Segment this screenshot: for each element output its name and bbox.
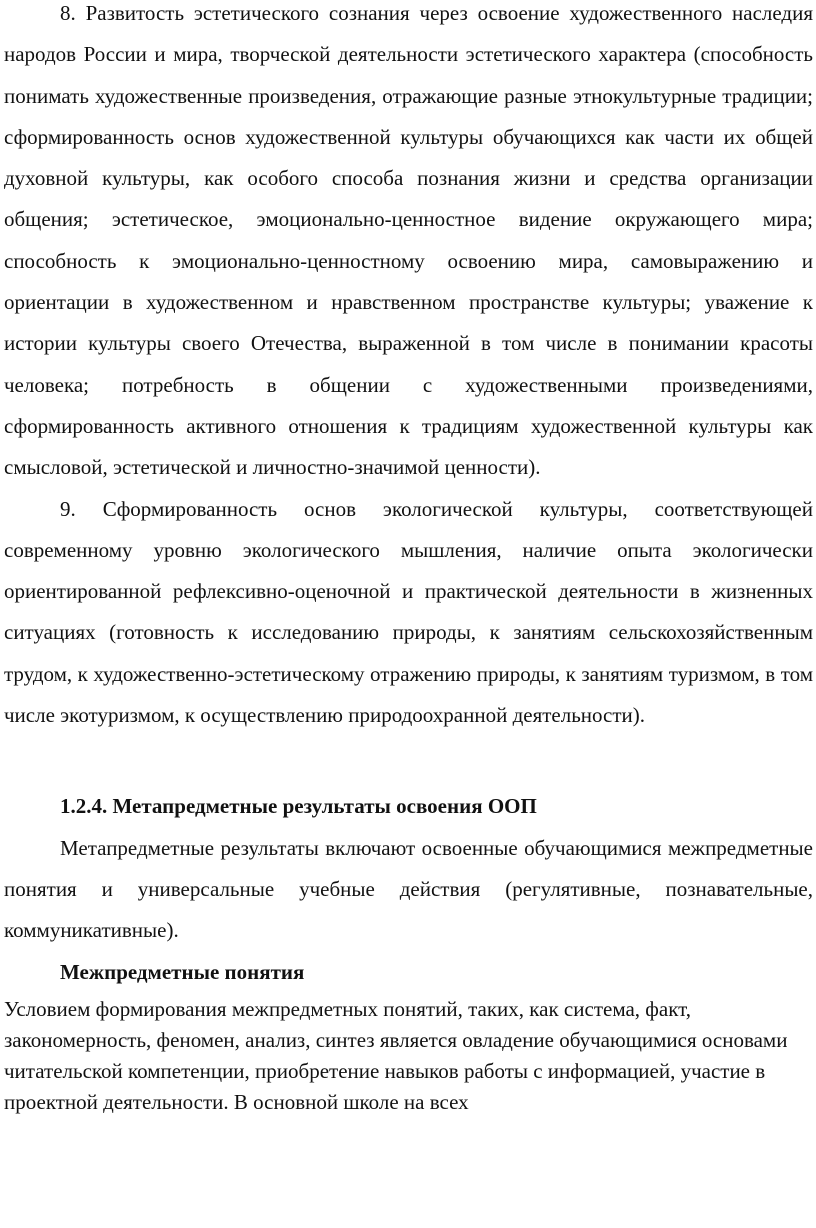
section-heading-metasubject-results: 1.2.4. Метапредметные результаты освоения ООП [60,794,537,819]
paragraph-aesthetic-consciousness: 8. Развитость эстетического сознания через освоение художественного наследия народов России и мира, творческой деятельности эстетического характера (способность понимать художественные произведения, отражающие разные этнокультурные традиции; сформированность основ художественной культуры обучающихся как части их общей духовной культуры, как особого способа познания жизни и средства организации общения; эстетическое, эмоционально-ценностное видение окружающего мира; способность к эмоционально-ценностному освоению мира, самовыражению и ориентации в художественном и нравственном пространстве культуры; уважение к истории культуры своего Отечества, выраженной в том числе в понимании красоты человека; потребность в общении с художественными произведениями, сформированность активного отношения к традициям художественной культуры как смысловой, эстетической и личностно-значимой ценности). [4,1,813,480]
paragraph-metasubject-intro: Метапредметные результаты включают освоенные обучающимися межпредметные понятия и универсальные учебные действия (регулятивные, познавательные, коммуникативные). [4,835,813,943]
paragraph-ecological-culture: 9. Сформированность основ экологической культуры, соответствующей современному уровню экологического мышления, наличие опыта экологически ориентированной рефлексивно-оценочной и практической деятельности в жизненных ситуациях (готовность к исследованию природы, к занятиям сельскохозяйственным трудом, к художественно-эстетическому отражению природы, к занятиям туризмом, в том числе экотуризмом, к осуществлению природоохранной деятельности). [4,496,813,728]
subheading-interdisciplinary-concepts: Межпредметные понятия [60,959,305,984]
paragraph-concepts-conditions: Условием формирования межпредметных понятий, таких, как система, факт, закономерность, феномен, анализ, синтез является овладение обучающимися основами читательской компетенции, приобретение навыков работы с информацией, участие в проектной деятельности. В основной школе на всех [4,996,788,1114]
